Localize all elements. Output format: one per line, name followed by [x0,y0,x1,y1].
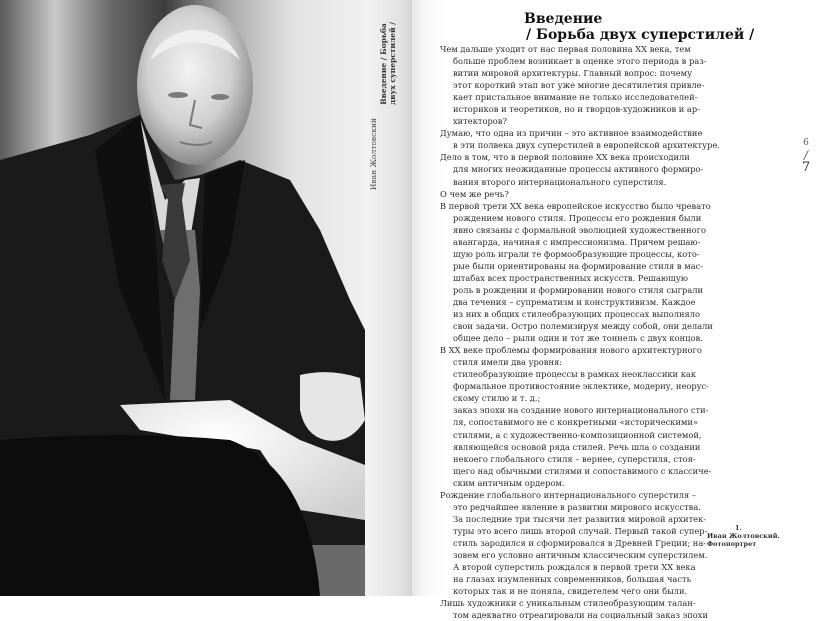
paragraph-line: историков и теоретиков, но и творцов-художников и ар- [453,104,700,115]
paragraph-line: туры это всего лишь второй случай. Первый такой супер- [453,525,708,536]
paragraph-continuation [440,609,718,621]
paragraph-line: ля, сопоставимого не с конкретными «историческими» [453,417,699,428]
paragraph-line: являющейся основой ряда стилей. Речь шла о создании [453,441,701,452]
paragraph-first-line: Лишь художники с уникальным стилеобразующим талан- [440,598,696,609]
paragraph [440,43,718,127]
paragraph-line: больше проблем возникает в оценке этого периода в раз- [453,56,707,67]
right-page [412,0,820,621]
paragraph-line: общее дело – рыли один и тот же тоннель с двух концов. [453,333,703,344]
paragraph-line: ским античным ордером. [453,477,565,488]
running-head-title [379,22,397,105]
paragraph-first-line: О чем же речь? [440,188,509,199]
paragraph-line: штабах всех пространственных искусств. Решающую [453,272,688,283]
paragraph-line: это редчайшее явление в развитии мирового искусства. [453,501,701,512]
paragraph-continuation [440,55,718,127]
paragraph [440,489,718,597]
figure-caption [707,524,780,548]
paragraph-continuation [440,163,718,187]
left-page [0,0,412,596]
caption-line2: Фотопортрет [707,540,757,548]
paragraph-line: стиль зародился и сформировался в Древней Греции; на- [453,537,707,548]
paragraph-first-line: Дело в том, что в первой половине XX века происходили [440,152,690,163]
paragraph-line: в эти полвека двух суперстилей в европейской архитектуре. [453,140,720,151]
paragraph-line: щую роль играли те формообразующие процессы, кото- [453,248,700,259]
paragraph-line: для многих неожиданные процессы активного формиро- [453,164,704,175]
paragraph-line: рые были ориентированы на формирование стиля в мас- [453,260,704,271]
left-eye [168,92,188,98]
paragraph-line: роль в рождении и формировании нового стиля сыграли [453,284,704,295]
page-numbers [799,138,813,175]
paragraph-line: свои задачи. Остро полемизируя между собой, они делали [453,321,713,332]
paragraph-line: формальное противостояние эклектике, модерну, неорус- [453,381,709,392]
running-head-title-line1: Введение / Борьба [379,23,388,105]
paragraph-line: скому стилю и т. д.; [453,393,541,404]
page-number-current: 7 [801,160,811,175]
paragraph-first-line: Чем дальше уходит от нас первая половина XX века, тем [440,44,691,54]
paragraph-first-line: В первой трети XX века европейское искусство было чревато [440,200,711,211]
paragraph-line: рождением нового стиля. Процессы его рождения были [453,212,702,223]
hand [300,372,365,441]
chapter-title: Введение [524,11,603,27]
paragraph-line: этот короткий этап вот уже многие десятилетия привле- [453,80,705,91]
paragraph-line: щего над обычными стилями и сопоставимого с классиче- [453,465,712,476]
paragraph-line: на глазах изумленных современников, большая часть [453,574,692,585]
paragraph-line: явно связаны с формальной эволюцией художественного [453,224,706,235]
paragraph-line: том адекватно отреагировали на социальный заказ эпохи [453,610,708,621]
paragraph-line: заказ эпохи на создание нового интернационального сти- [453,405,709,416]
paragraph-line: кает пристальное внимание не только исследователей- [453,92,698,103]
paragraph-line: За последние три тысячи лет развития мировой архитек- [453,513,707,524]
running-head-author: Иван Жолтовский [369,118,378,191]
paragraph [440,200,718,345]
running-head [368,22,398,202]
paragraph-line: вания второго интернационального суперстиля. [453,176,667,187]
right-eye [211,94,229,100]
paragraph [440,344,718,489]
paragraph [440,597,718,621]
paragraph [440,151,718,187]
paragraph-line: зовем его условно античным классическим суперстилем. [453,549,708,560]
paragraph-line: некоего глобального стиля – вернее, суперстиля, стоя- [453,453,696,464]
portrait-photo-icon [0,0,365,596]
paragraph-line: из них в общих стилеобразующих процессах выполняло [453,309,701,320]
paragraph-line: которых так и не поняла, свидетелем чего они были. [453,586,688,597]
body-text [440,43,718,621]
chapter-subtitle: / Борьба двух суперстилей / [526,27,755,43]
paragraph [440,188,718,200]
paragraph-line: авангарда, начиная с импрессионизма. Причем решаю- [453,236,701,247]
paragraph-line: стилями, а с художественно-композиционной системой, [453,429,702,440]
paragraph-line: два течения – супрематизм и конструктивизм. Каждое [453,296,696,307]
paragraph-first-line: Рождение глобального интернационального суперстиля – [440,489,696,500]
caption-number: 1. [735,524,742,532]
page-number-separator: / [802,148,810,162]
paragraph-line: стиля имели два уровня: [453,357,563,368]
paragraph-continuation [440,212,718,345]
paragraph-line: А второй суперстиль рождался в первой трети XX века [453,562,696,573]
paragraph-first-line: Думаю, что одна из причин – это активное взаимодействие [440,128,703,139]
paragraph [440,127,718,151]
paragraph-line: витии мировой архитектуры. Главный вопрос: почему [453,68,692,79]
paragraph-continuation [440,356,718,489]
paragraph-first-line: В XX веке проблемы формирования нового архитектурного [440,345,702,356]
head [137,5,253,165]
portrait-photo [0,0,365,596]
paragraph-line: хитекторов? [453,116,507,127]
paragraph-continuation [440,501,718,597]
running-head-title-line2: двух суперстилей / [388,22,397,105]
caption-line1: Иван Жолтовский. [707,532,780,540]
page-number-previous: 6 [803,138,809,148]
paragraph-continuation [440,139,718,151]
paragraph-line: стилеобразующие процессы в рамках неоклассики как [453,369,697,380]
